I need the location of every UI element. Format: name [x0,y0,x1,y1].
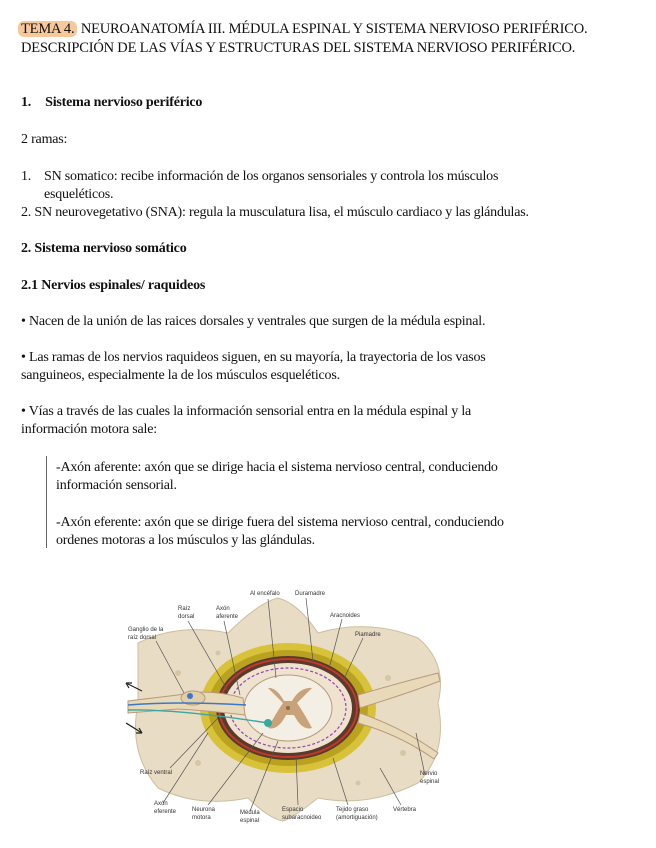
label-axon-aferente-2: aferente [216,614,239,620]
list-item-1-number: 1. [21,169,32,184]
label-nervio-1: Nervio [420,771,438,777]
label-espacio-1: Espacio [282,807,304,813]
label-raiz-dorsal-2: dorsal [178,614,195,620]
list-item-1-line1: SN somatico: recibe información de los organos sensoriales y controla los músculos [44,169,499,184]
label-vertebra: Vértebra [393,807,417,813]
bullet-3-line1: • Vías a través de las cuales la información sensorial entra en la médula espinal y la [21,404,472,419]
label-aracnoides: Aracnoides [330,613,361,619]
label-raiz-ventral: Raíz ventral [140,770,173,776]
label-raiz-dorsal-1: Raíz [178,606,191,612]
label-axon-aferente-1: Axón [216,606,230,612]
section-2-1-heading: 2.1 Nervios espinales/ raquideos [21,278,206,293]
label-neurona-2: motora [192,815,211,821]
label-nervio-2: espinal [420,779,440,785]
efferent-line2: ordenes motoras a los músculos y las glándulas. [56,533,315,548]
label-al-encefalo: Al encéfalo [250,591,280,597]
list-item-2: 2. SN neurovegetativo (SNA): regula la musculatura lisa, el músculo cardiaco y las glándulas. [21,205,529,220]
bullet-3-line2: información motora sale: [21,422,157,437]
afferent-line2: información sensorial. [56,478,177,493]
label-tejido-2: (amortiguación) [336,815,378,821]
label-axon-eferente-1: Axón [154,801,168,807]
section-1-title: Sistema nervioso periférico [45,95,203,110]
label-neurona-1: Neurona [192,807,216,813]
label-tejido-1: Tejido graso [336,807,369,813]
label-medula-2: espinal [240,818,260,824]
title-text: NEUROANATOMÍA III. MÉDULA ESPINAL Y SISTEMA NERVIOSO PERIFÉRICO. DESCRIPCIÓN DE LAS VÍAS Y ESTRUCTURAS DEL SISTEMA NERVIOSO PERIFÉRICO. [21,21,588,56]
section-1-heading [21,94,202,112]
label-ganglio-1: Ganglio de la [128,627,164,633]
label-medula-1: Médula [240,810,260,816]
blockquote-bar [46,456,51,548]
bullet-2-line2: sanguineos, especialmente la de los músculos esqueléticos. [21,368,340,383]
section-1-number: 1. [21,95,32,110]
label-piamadre: Piamadre [355,632,381,638]
label-espacio-2: subaracnoideo [282,815,322,821]
list-item-1-line2: esqueléticos. [44,187,114,202]
label-ganglio-2: raíz dorsal [128,635,157,641]
ramas-text: 2 ramas: [21,132,68,147]
afferent-line1: -Axón aferente: axón que se dirige hacia el sistema nervioso central, conduciendo [56,460,498,475]
bullet-1: • Nacen de la unión de las raices dorsales y ventrales que surgen de la médula espinal. [21,314,486,329]
document-title [21,20,641,57]
topic-tag: TEMA 4. [18,21,77,37]
label-axon-eferente-2: eferente [154,809,177,815]
bullet-2-line1: • Las ramas de los nervios raquideos siguen, en su mayoría, la trayectoria de los vasos [21,350,486,365]
spinal-cord-figure [118,583,460,828]
efferent-line1: -Axón eferente: axón que se dirige fuera del sistema nervioso central, conduciendo [56,515,504,530]
label-duramadre: Duramadre [295,591,326,597]
section-2-heading: 2. Sistema nervioso somático [21,241,187,256]
